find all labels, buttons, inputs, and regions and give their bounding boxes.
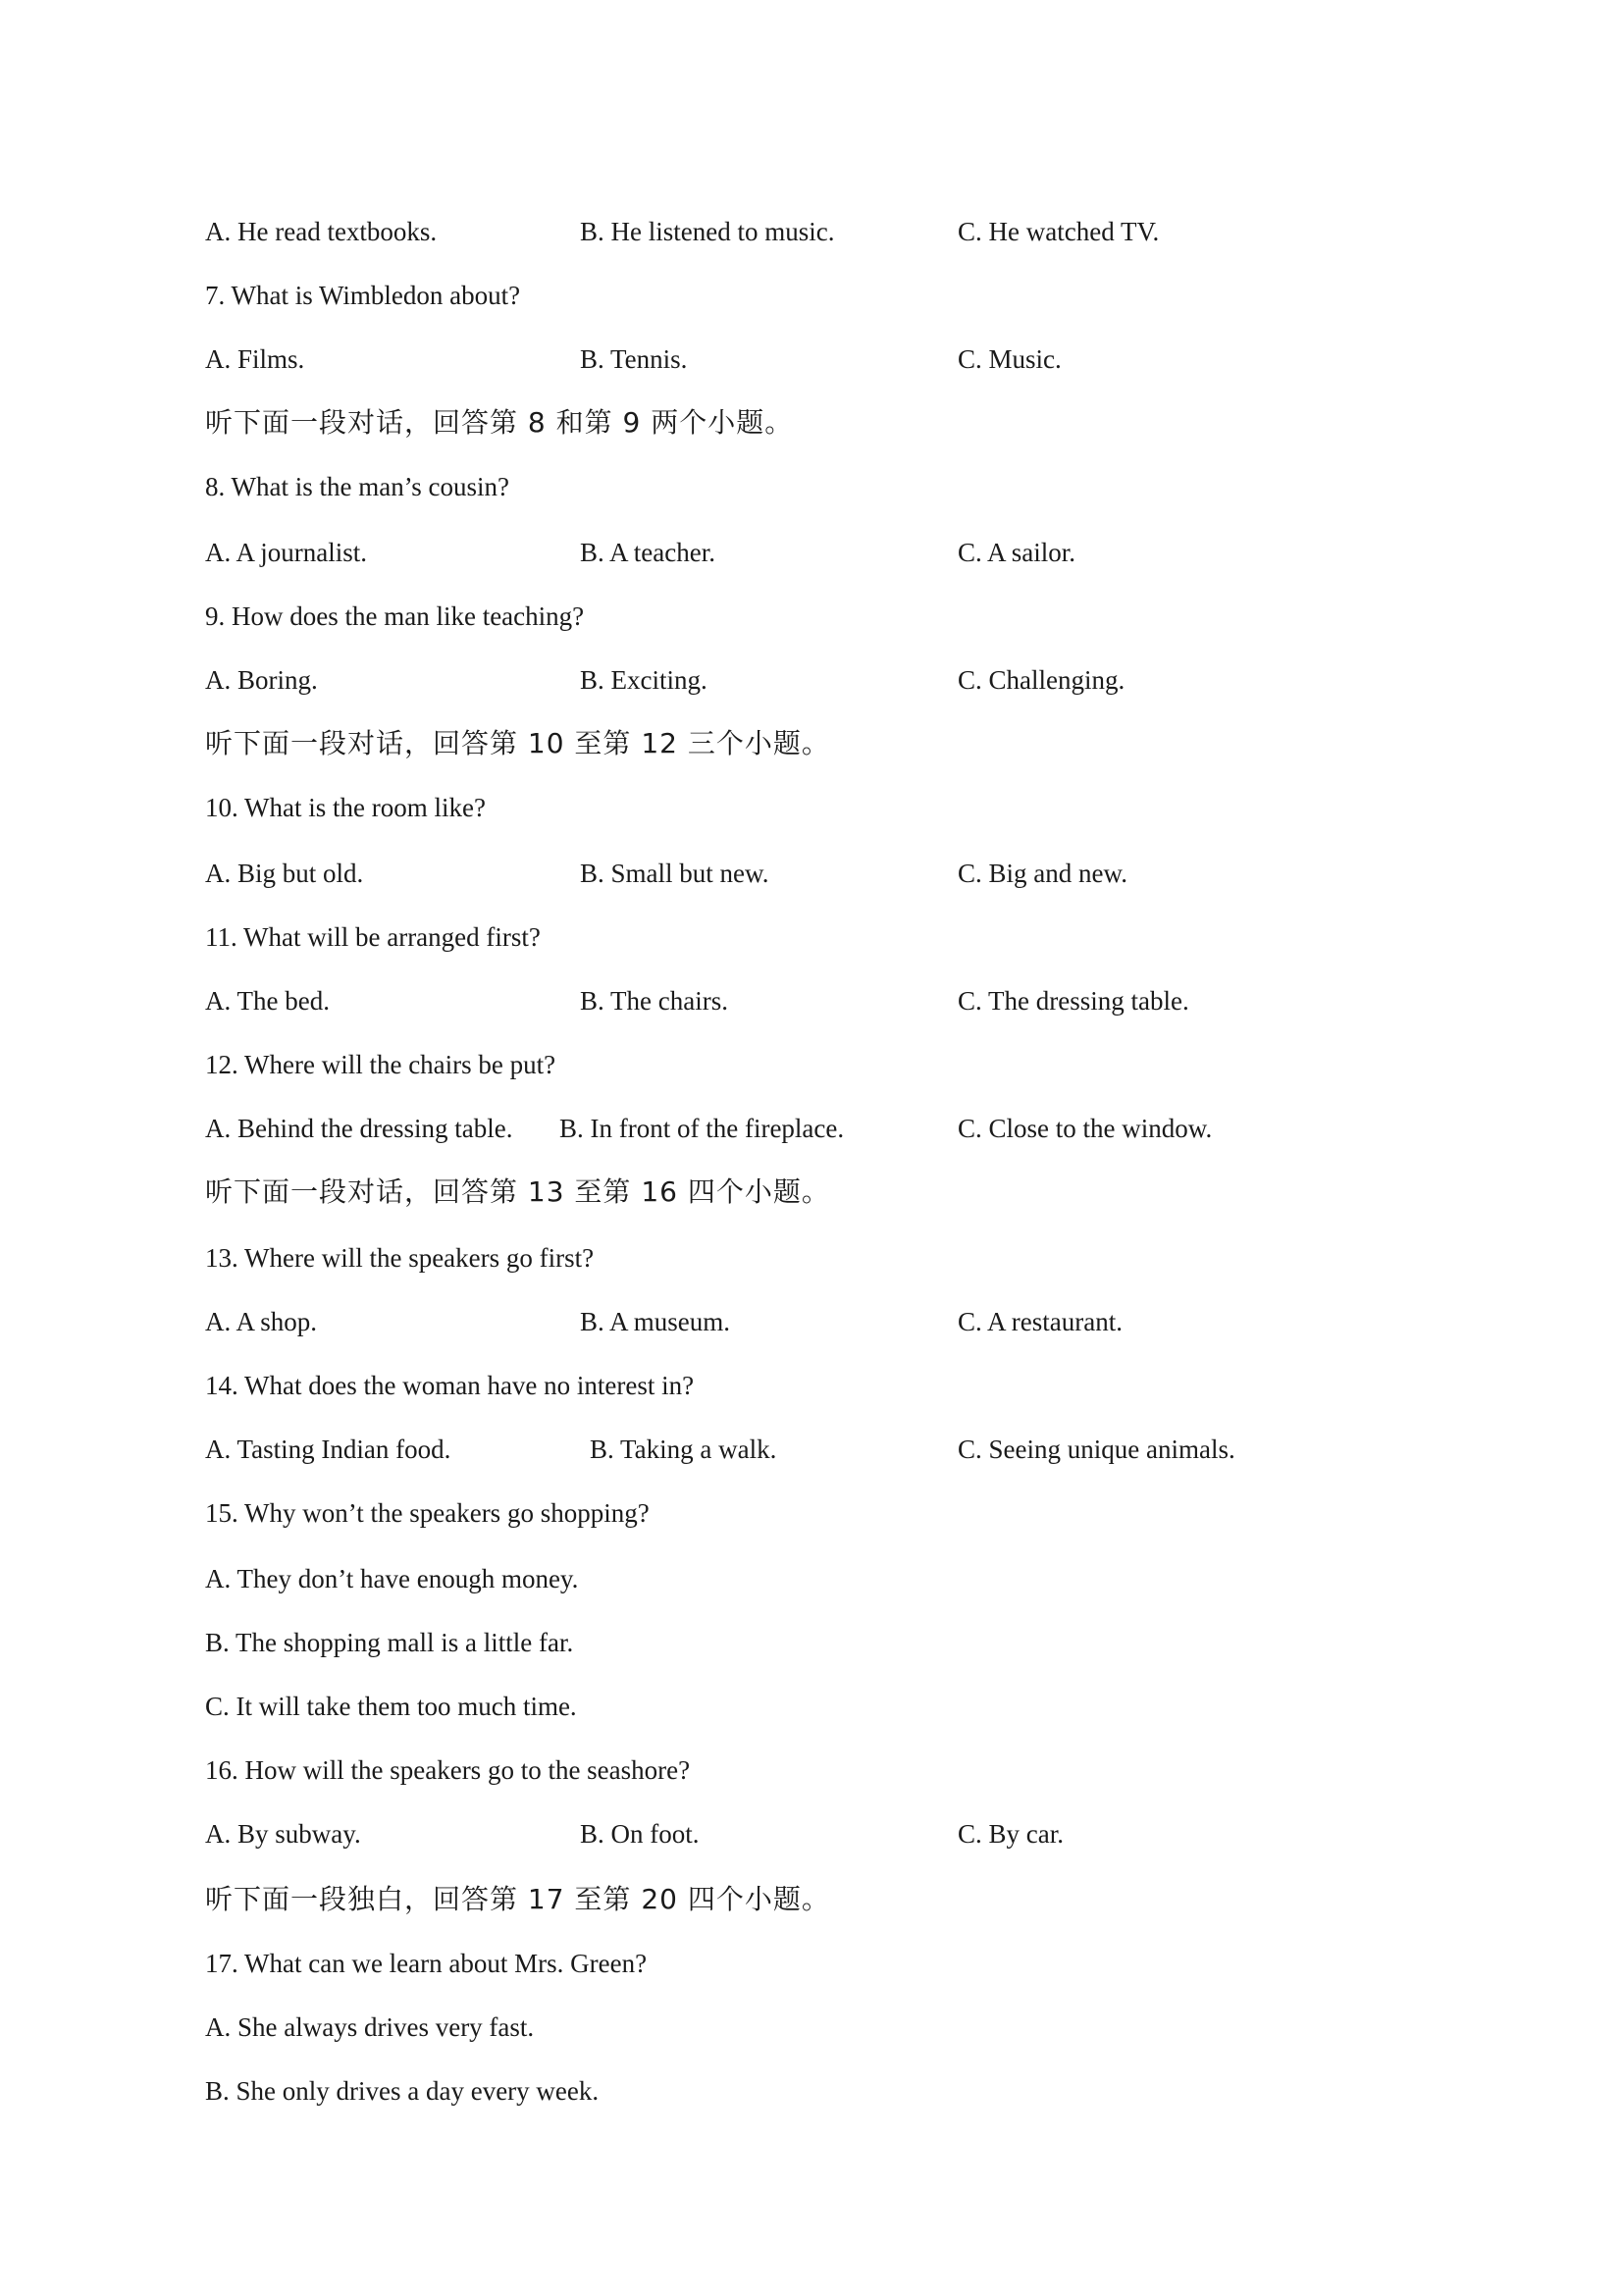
option-a: A. The bed. (205, 986, 330, 1016)
option-b: B. The chairs. (580, 986, 728, 1016)
option-a: A. A journalist. (205, 538, 368, 567)
question-16: 16. How will the speakers go to the seashore? (205, 1755, 691, 1785)
question-17: 17. What can we learn about Mrs. Green? (205, 1949, 648, 1978)
option-b: B. In front of the fireplace. (559, 1114, 845, 1143)
question-15: 15. Why won’t the speakers go shopping? (205, 1498, 650, 1528)
option-b: B. The shopping mall is a little far. (205, 1628, 574, 1657)
question-8: 8. What is the man’s cousin? (205, 472, 509, 501)
option-a: A. Boring. (205, 665, 318, 695)
option-b: B. A museum. (580, 1307, 731, 1336)
option-b: B. She only drives a day every week. (205, 2076, 600, 2106)
option-b: B. Exciting. (580, 665, 707, 695)
option-a: A. They don’t have enough money. (205, 1564, 579, 1593)
question-12: 12. Where will the chairs be put? (205, 1050, 556, 1079)
option-c: C. Seeing unique animals. (958, 1435, 1235, 1464)
option-b: B. Tennis. (580, 344, 688, 374)
option-a: A. A shop. (205, 1307, 318, 1336)
option-a: A. Behind the dressing table. (205, 1114, 513, 1143)
section-instruction: 听下面一段对话，回答第 13 至第 16 四个小题。 (205, 1175, 830, 1208)
section-instruction: 听下面一段独白，回答第 17 至第 20 四个小题。 (205, 1883, 830, 1915)
option-b: B. He listened to music. (580, 217, 835, 246)
option-a: A. She always drives very fast. (205, 2012, 535, 2042)
option-c: C. Big and new. (958, 859, 1127, 888)
question-7: 7. What is Wimbledon about? (205, 281, 521, 310)
option-a: A. Big but old. (205, 859, 364, 888)
option-c: C. A sailor. (958, 538, 1076, 567)
question-10: 10. What is the room like? (205, 793, 486, 822)
option-c: C. By car. (958, 1819, 1064, 1849)
question-9: 9. How does the man like teaching? (205, 601, 585, 631)
option-c: C. Music. (958, 344, 1062, 374)
option-c: C. A restaurant. (958, 1307, 1123, 1336)
option-b: B. Small but new. (580, 859, 769, 888)
option-c: C. He watched TV. (958, 217, 1160, 246)
section-instruction: 听下面一段对话，回答第 10 至第 12 三个小题。 (205, 727, 830, 759)
option-b: B. A teacher. (580, 538, 715, 567)
option-a: A. Tasting Indian food. (205, 1435, 451, 1464)
option-a: A. By subway. (205, 1819, 361, 1849)
option-a: A. Films. (205, 344, 305, 374)
option-b: B. Taking a walk. (590, 1435, 777, 1464)
option-c: C. It will take them too much time. (205, 1692, 577, 1721)
question-14: 14. What does the woman have no interest in? (205, 1371, 695, 1400)
option-a: A. He read textbooks. (205, 217, 438, 246)
option-c: C. The dressing table. (958, 986, 1189, 1016)
option-b: B. On foot. (580, 1819, 700, 1849)
question-11: 11. What will be arranged first? (205, 922, 541, 952)
section-instruction: 听下面一段对话，回答第 8 和第 9 两个小题。 (205, 406, 794, 439)
option-c: C. Close to the window. (958, 1114, 1213, 1143)
question-13: 13. Where will the speakers go first? (205, 1243, 595, 1273)
option-c: C. Challenging. (958, 665, 1126, 695)
